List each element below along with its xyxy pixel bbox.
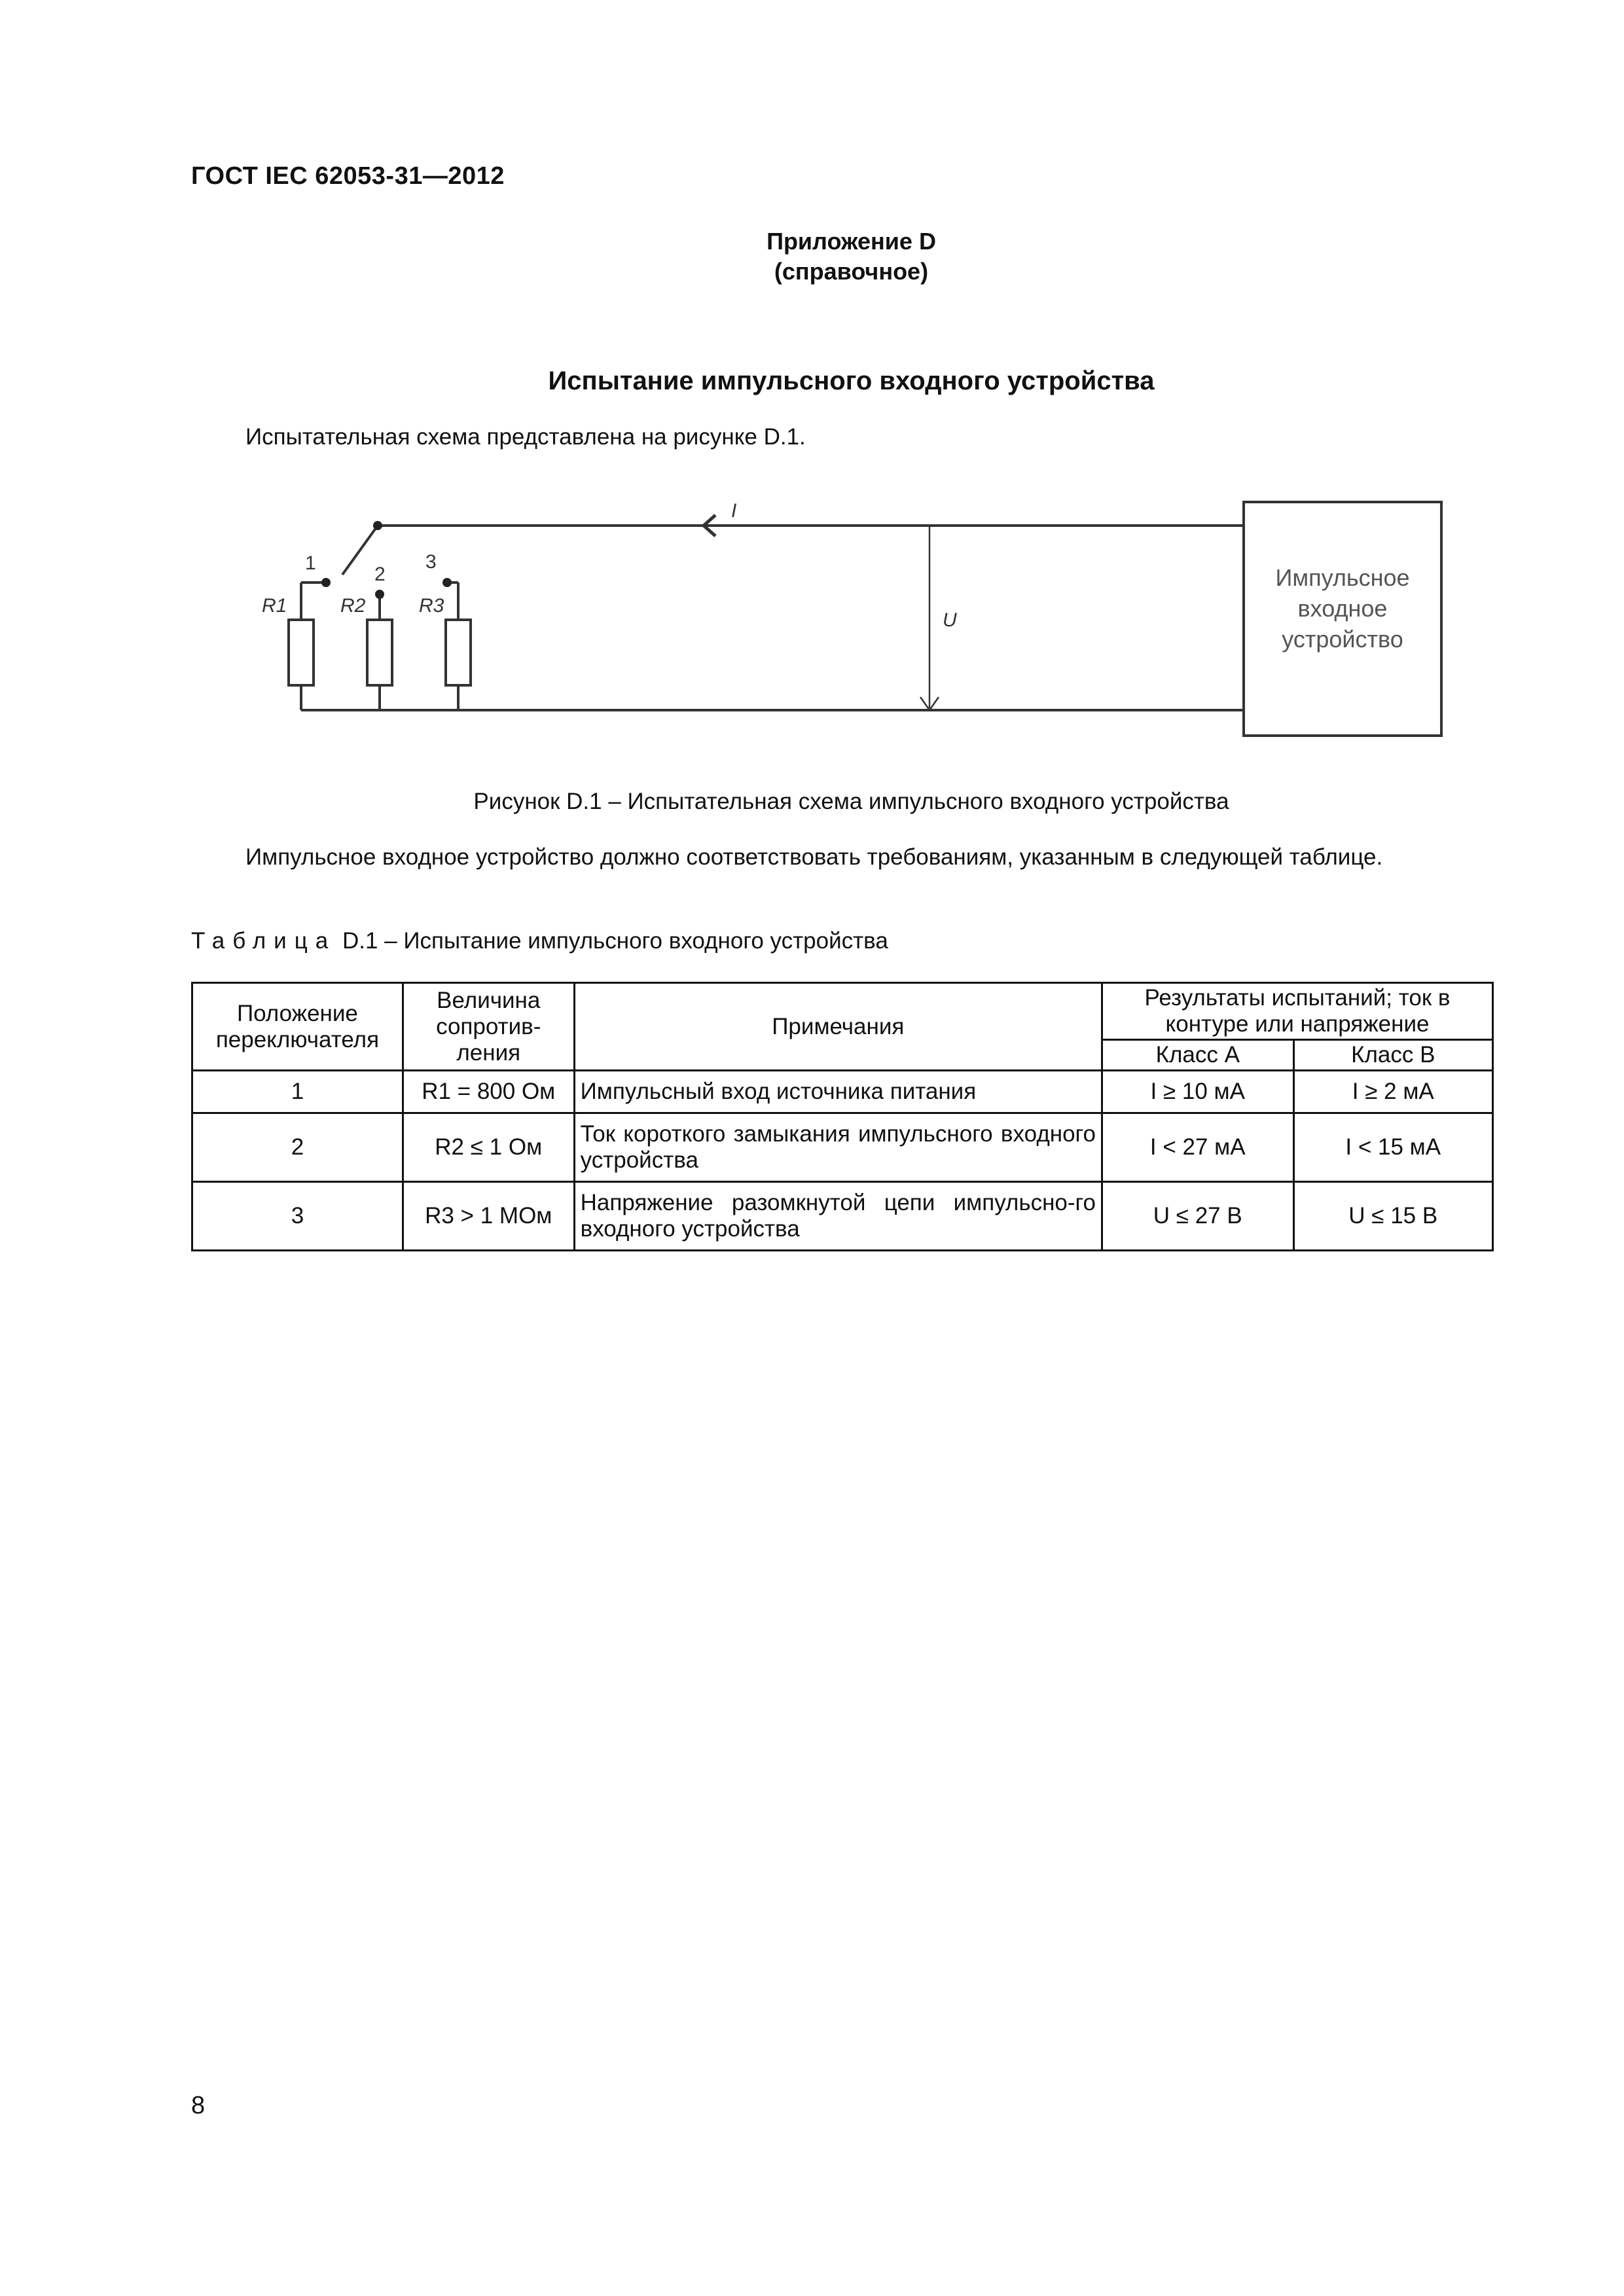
table-header-row [192, 983, 1493, 1040]
position-label-1: 1 [305, 552, 316, 574]
cell-resistance: R2 ≤ 1 Ом [403, 1113, 574, 1182]
position-label-2: 2 [374, 564, 386, 585]
requirement-paragraph: Импульсное входное устройство должно соответствовать требованиям, указанным в следующей таблице. [245, 844, 1383, 870]
cell-class-b: I ≥ 2 мА [1293, 1071, 1493, 1113]
table-caption-word: Таблица [191, 928, 336, 954]
table-row [192, 1071, 1493, 1113]
cell-class-a: U ≤ 27 В [1102, 1182, 1294, 1251]
resistor-r3 [446, 620, 471, 685]
switch-pivot [373, 521, 382, 530]
device-label-line2: входное [1297, 595, 1388, 622]
section-title: Испытание импульсного входного устройства [548, 367, 1155, 395]
cell-note: Импульсный вход источника питания [574, 1071, 1102, 1113]
table-caption-text: D.1 – Испытание импульсного входного устройства [342, 928, 888, 954]
resistor-r2 [367, 620, 392, 685]
cell-position: 1 [192, 1071, 403, 1113]
table-row [192, 1113, 1493, 1182]
document-header: ГОСТ IEC 62053-31—2012 [191, 162, 505, 190]
cell-note: Напряжение разомкнутой цепи импульсно-го входного устройства [574, 1182, 1102, 1251]
cell-class-a: I < 27 мА [1102, 1113, 1294, 1182]
header-class-b: Класс В [1293, 1040, 1493, 1071]
resistor-label-r3: R3 [419, 595, 444, 617]
device-label-line3: устройство [1282, 626, 1403, 653]
header-results: Результаты испытаний; ток в контуре или напряжение [1102, 983, 1493, 1040]
intro-paragraph: Испытательная схема представлена на рисунке D.1. [245, 424, 806, 450]
switch-contact-1 [321, 578, 331, 587]
cell-class-b: U ≤ 15 В [1293, 1182, 1493, 1251]
appendix-title: Приложение D [767, 228, 936, 255]
switch-contact-2 [375, 590, 384, 599]
switch-contact-3 [442, 578, 452, 587]
appendix-subtitle: (справочное) [774, 258, 929, 285]
voltage-label: U [943, 609, 957, 631]
cell-position: 2 [192, 1113, 403, 1182]
header-class-a: Класс А [1102, 1040, 1294, 1071]
resistor-label-r2: R2 [340, 595, 366, 617]
resistor-label-r1: R1 [262, 595, 287, 617]
test-results-table [191, 982, 1494, 1251]
device-label-line1: Импульсное [1275, 564, 1410, 591]
cell-resistance: R1 = 800 Ом [403, 1071, 574, 1113]
cell-resistance: R3 > 1 МОм [403, 1182, 574, 1251]
figure-caption: Рисунок D.1 – Испытательная схема импульсного входного устройства [473, 789, 1229, 814]
cell-position: 3 [192, 1182, 403, 1251]
position-label-3: 3 [425, 551, 437, 573]
header-resistance: Величина сопротив-ления [403, 983, 574, 1071]
table-caption [191, 928, 888, 954]
cell-note: Ток короткого замыкания импульсного входного устройства [574, 1113, 1102, 1182]
current-label: I [731, 500, 737, 522]
table-row [192, 1182, 1493, 1251]
page-number: 8 [191, 2092, 206, 2119]
header-notes: Примечания [574, 983, 1102, 1071]
resistor-r1 [289, 620, 314, 685]
cell-class-a: I ≥ 10 мА [1102, 1071, 1294, 1113]
switch-lever [342, 526, 378, 575]
cell-class-b: I < 15 мА [1293, 1113, 1493, 1182]
test-circuit-diagram [262, 491, 1453, 753]
header-position: Положение переключателя [192, 983, 403, 1071]
